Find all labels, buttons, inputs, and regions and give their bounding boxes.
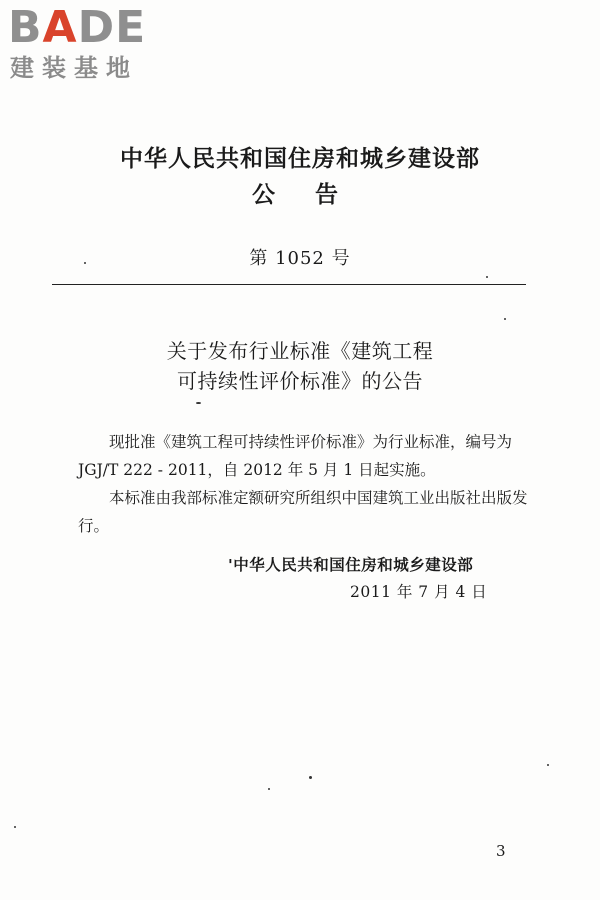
- scan-speck: [309, 776, 312, 779]
- title-line-1: 关于发布行业标准《建筑工程: [166, 339, 434, 363]
- logo-subtitle: 建装基地: [10, 54, 138, 82]
- scan-speck: [84, 262, 86, 264]
- signature-issuer: '中华人民共和国住房和城乡建设部: [228, 556, 474, 574]
- document-number: 第 1052 号: [249, 248, 351, 269]
- announcement-title: [0, 336, 600, 396]
- document-kind: 公告: [252, 182, 378, 208]
- header-divider: [52, 284, 526, 285]
- logo-wordmark: BADE: [8, 2, 147, 53]
- scan-speck: [14, 826, 16, 828]
- scan-speck: [268, 788, 270, 790]
- body-paragraph-2: 本标准由我部标准定额研究所组织中国建筑工业出版社出版发行。: [78, 489, 528, 535]
- bade-logo-watermark: [8, 4, 178, 84]
- issuer-heading: 中华人民共和国住房和城乡建设部: [120, 146, 480, 172]
- signature-date: 2011 年 7 月 4 日: [350, 583, 488, 601]
- scan-speck: [486, 276, 488, 278]
- scan-speck: [547, 764, 549, 766]
- scan-speck: [196, 402, 201, 404]
- page-number: 3: [496, 842, 506, 860]
- body-paragraph-1: 现批准《建筑工程可持续性评价标准》为行业标准，编号为 JGJ/T 222 - 2011，自 2012 年 5 月 1 日起实施。: [78, 433, 513, 479]
- title-line-2: 可持续性评价标准》的公告: [177, 369, 423, 393]
- announcement-body: [78, 428, 544, 540]
- scan-speck: [504, 318, 506, 320]
